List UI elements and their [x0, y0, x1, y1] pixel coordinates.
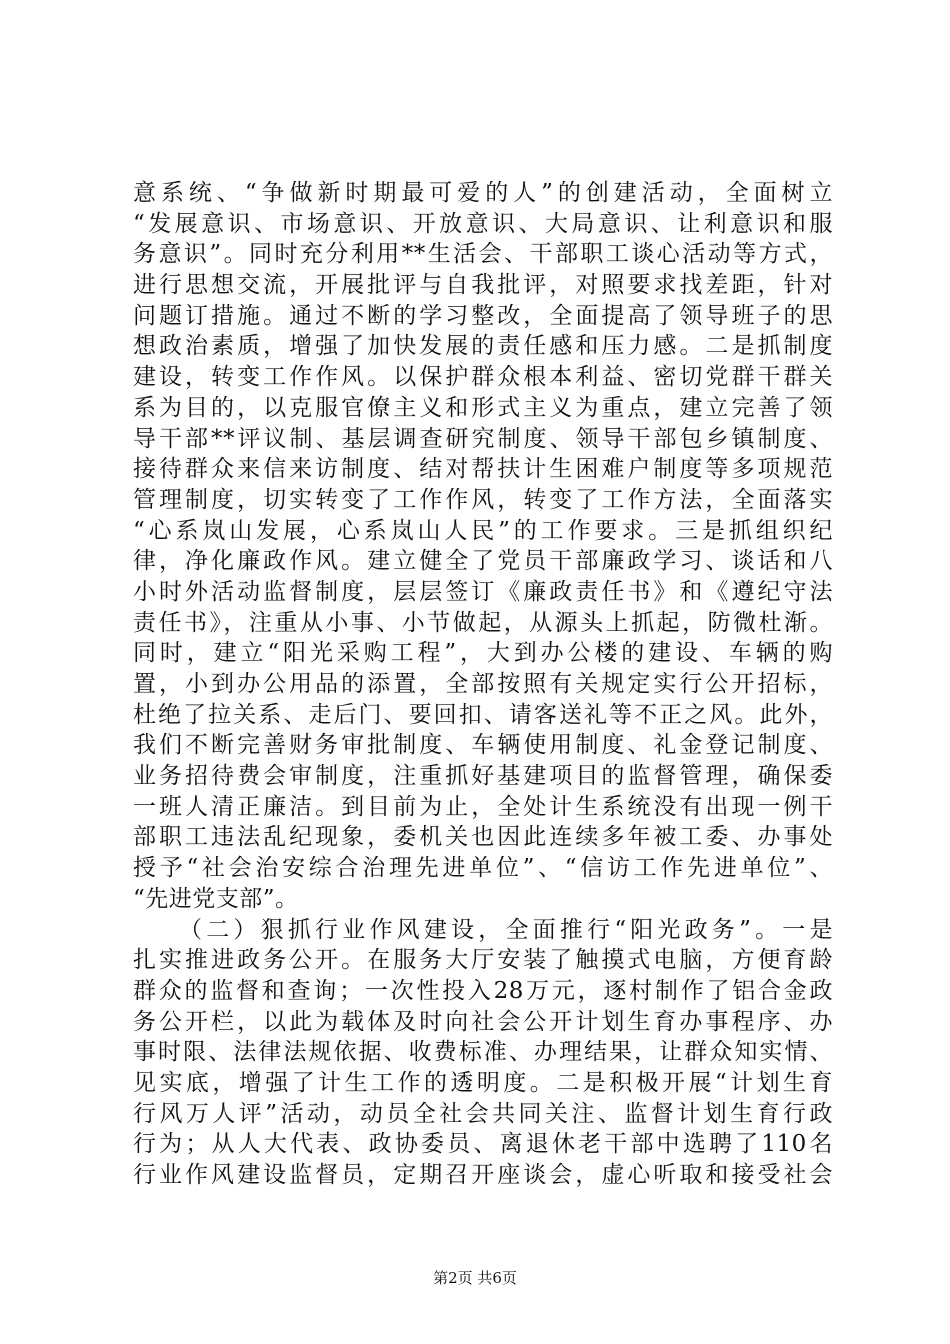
body-line: 杜绝了拉关系、走后门、要回扣、请客送礼等不正之风。此外， — [133, 701, 833, 728]
body-line: 接待群众来信来访制度、结对帮扶计生困难户制度等多项规范 — [133, 456, 833, 483]
body-line: 问题订措施。通过不断的学习整改，全面提高了领导班子的思 — [133, 302, 833, 329]
body-line: 行风万人评”活动，动员全社会共同关注、监督计划生育行政 — [133, 1100, 833, 1127]
body-line: 行为；从人大代表、政协委员、离退休老干部中选聘了110名 — [133, 1131, 833, 1158]
body-line: “心系岚山发展，心系岚山人民”的工作要求。三是抓组织纪 — [133, 517, 833, 544]
page-footer — [0, 1268, 950, 1288]
body-line: 事时限、法律法规依据、收费标准、办理结果，让群众知实情、 — [133, 1039, 833, 1066]
body-line: 律，净化廉政作风。建立健全了党员干部廉政学习、谈话和八 — [133, 548, 833, 575]
body-line: 扎实推进政务公开。在服务大厅安装了触摸式电脑，方便育龄 — [133, 947, 833, 974]
document-body — [133, 178, 833, 1191]
body-line: 授予“社会治安综合治理先进单位”、“信访工作先进单位”、 — [133, 855, 833, 882]
body-line: 管理制度，切实转变了工作作风，转变了工作方法，全面落实 — [133, 486, 833, 513]
body-line: 建设，转变工作作风。以保护群众根本利益、密切党群干群关 — [133, 364, 833, 391]
body-line: 责任书》，注重从小事、小节做起，从源头上抓起，防微杜渐。 — [133, 609, 833, 636]
body-line: 意系统、“争做新时期最可爱的人”的创建活动，全面树立 — [133, 180, 833, 206]
body-line: “发展意识、市场意识、开放意识、大局意识、让利意识和服 — [133, 210, 833, 237]
body-line: 我们不断完善财务审批制度、车辆使用制度、礼金登记制度、 — [133, 732, 833, 759]
body-line: 小时外活动监督制度，层层签订《廉政责任书》和《遵纪守法 — [133, 578, 833, 605]
body-line: 群众的监督和查询；一次性投入28万元，逐村制作了铝合金政 — [133, 977, 833, 1004]
body-line-paragraph-start: （二）狠抓行业作风建设，全面推行“阳光政务”。一是 — [179, 916, 833, 943]
page-number: 第2页 共6页 — [433, 1269, 517, 1287]
body-line: 置，小到办公用品的添置，全部按照有关规定实行公开招标， — [133, 671, 833, 697]
body-line: 务意识”。同时充分利用**生活会、干部职工谈心活动等方式， — [133, 241, 833, 268]
body-line: 导干部**评议制、基层调查研究制度、领导干部包乡镇制度、 — [133, 425, 833, 452]
body-line: 务公开栏，以此为载体及时向社会公开计划生育办事程序、办 — [133, 1008, 833, 1035]
body-line: 进行思想交流，开展批评与自我批评，对照要求找差距，针对 — [133, 272, 833, 299]
body-line: 一班人清正廉洁。到目前为止，全处计生系统没有出现一例干 — [133, 793, 833, 820]
body-line-paragraph-end: “先进党支部”。 — [133, 885, 299, 912]
body-line: 系为目的，以克服官僚主义和形式主义为重点，建立完善了领 — [133, 394, 833, 421]
body-line: 部职工违法乱纪现象，委机关也因此连续多年被工委、办事处 — [133, 824, 833, 851]
body-line: 想政治素质，增强了加快发展的责任感和压力感。二是抓制度 — [133, 333, 833, 360]
body-line: 同时，建立“阳光采购工程”，大到办公楼的建设、车辆的购 — [133, 640, 833, 667]
body-line: 行业作风建设监督员，定期召开座谈会，虚心听取和接受社会 — [133, 1162, 833, 1188]
body-line: 见实底，增强了计生工作的透明度。二是积极开展“计划生育 — [133, 1069, 833, 1096]
body-line: 业务招待费会审制度，注重抓好基建项目的监督管理，确保委 — [133, 763, 833, 790]
